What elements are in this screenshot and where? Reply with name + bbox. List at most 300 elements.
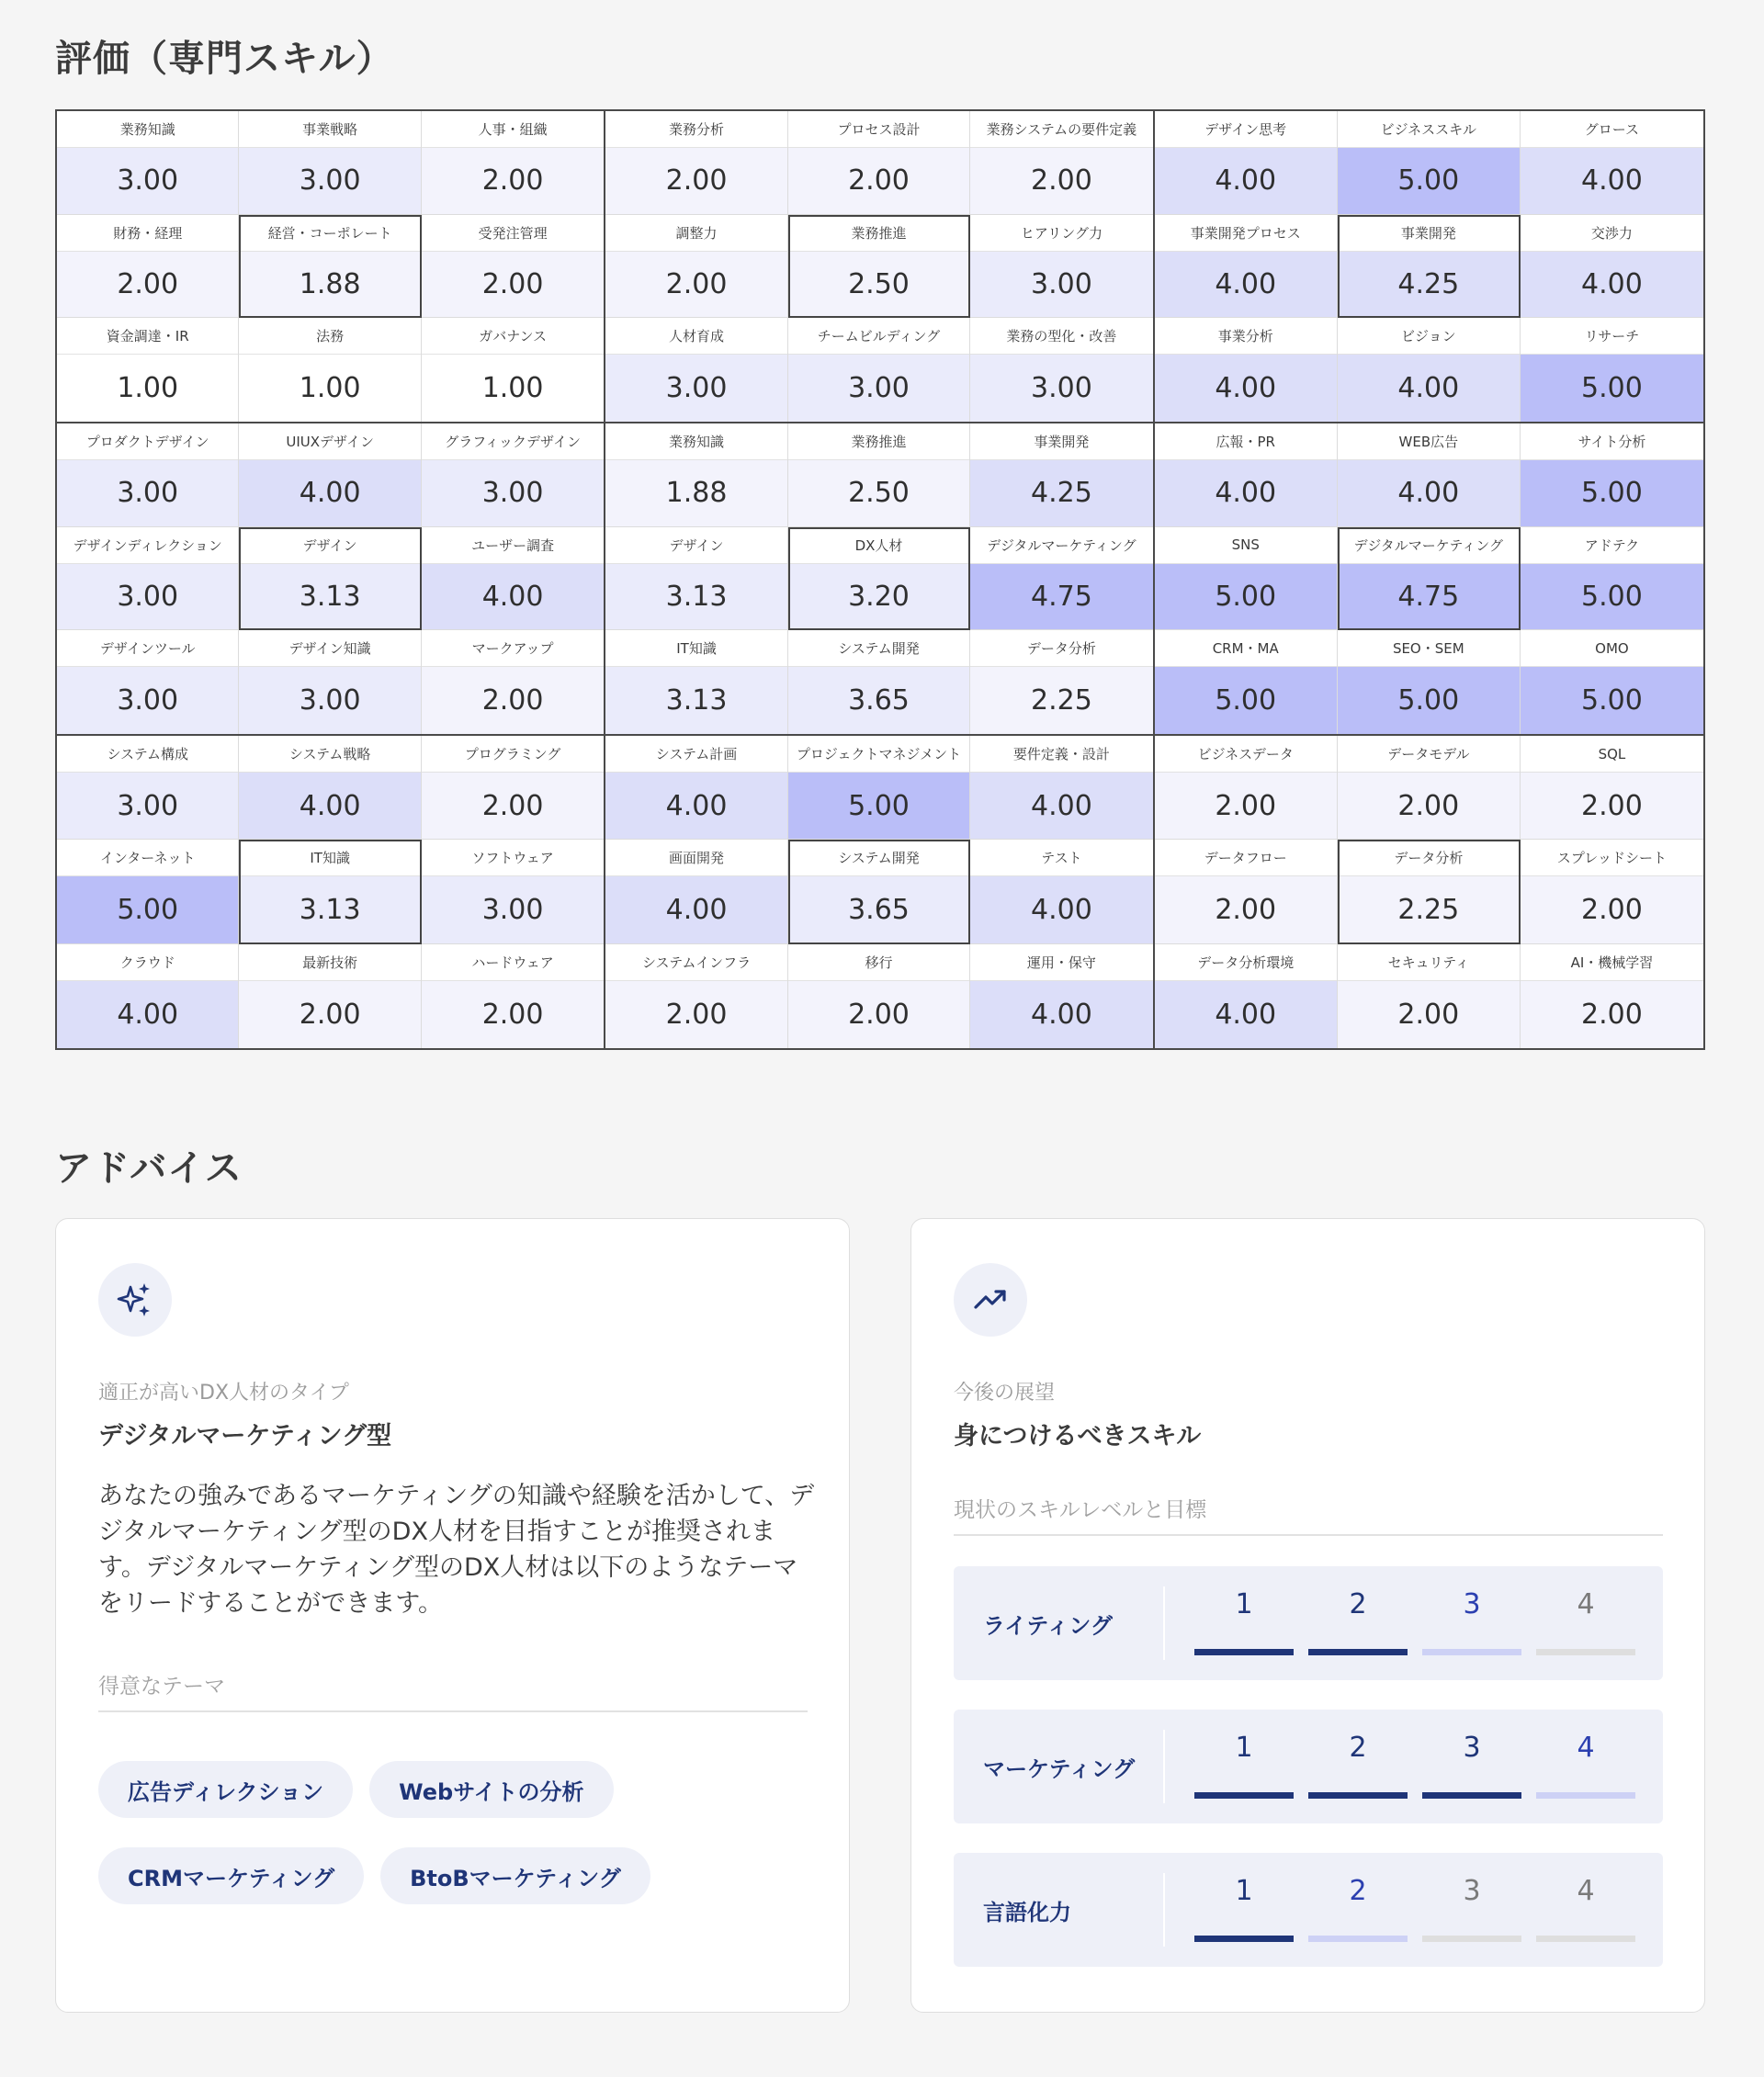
- level-bar: [1308, 1792, 1408, 1799]
- skill-cell: [1155, 630, 1338, 734]
- level-step: [1194, 1566, 1294, 1680]
- level-number: 1: [1235, 1875, 1253, 1907]
- skill-score: 2.00: [605, 981, 786, 1048]
- skill-matrix: [55, 109, 1705, 1050]
- skill-score: 5.00: [788, 773, 969, 839]
- skill-label: 事業開発: [970, 423, 1152, 460]
- skill-label: デザインツール: [57, 630, 238, 667]
- skill-label: IT知識: [605, 630, 786, 667]
- skill-score: 4.00: [970, 981, 1152, 1048]
- skill-score: 2.50: [788, 252, 969, 318]
- level-step: [1194, 1710, 1294, 1823]
- skill-label: データモデル: [1338, 736, 1520, 773]
- skill-label: 事業開発プロセス: [1155, 215, 1337, 252]
- skill-label: 事業開発: [1338, 215, 1520, 252]
- skill-score: 3.00: [788, 355, 969, 422]
- dx-type-subtitle: 適正が高いDX人材のタイプ: [98, 1382, 349, 1405]
- skill-score: 3.00: [57, 564, 238, 630]
- skill-score: 5.00: [1521, 667, 1703, 734]
- skill-block: [1155, 111, 1703, 423]
- theme-chip: Webサイトの分析: [369, 1761, 613, 1818]
- level-number: 1: [1235, 1732, 1253, 1764]
- sparkle-icon: [98, 1263, 172, 1337]
- skill-cell: [422, 318, 604, 422]
- dx-type-description: あなたの強みであるマーケティングの知識や経験を活かして、デジタルマーケティング型のDX人材を目指すことが推奨されます。デジタルマーケティング型のDX人材は以下のようなテーマをリードすることができます。: [98, 1482, 815, 1618]
- skill-cell: [57, 527, 239, 631]
- skill-score: 3.00: [970, 252, 1152, 318]
- skill-cell: [57, 630, 239, 734]
- skill-category-cell: [788, 527, 970, 631]
- skill-cell: [970, 111, 1152, 215]
- skill-cell: [239, 318, 421, 422]
- skill-label: アドテク: [1521, 527, 1703, 564]
- skill-label: システム計画: [605, 736, 786, 773]
- skill-cell: [422, 840, 604, 943]
- skill-score: 1.00: [239, 355, 420, 422]
- skill-label: WEB広告: [1338, 423, 1520, 460]
- skill-category-cell: [1338, 527, 1521, 631]
- skill-label: デザイン: [605, 527, 786, 564]
- skill-score: 5.00: [57, 876, 238, 943]
- skill-score: 4.00: [1521, 148, 1703, 214]
- skill-score: 4.00: [1338, 355, 1520, 422]
- skill-cell: [57, 736, 239, 840]
- skill-score: 3.13: [239, 876, 420, 943]
- skill-label: テスト: [970, 840, 1152, 876]
- skill-score: 4.00: [1338, 460, 1520, 526]
- skill-label: 画面開発: [605, 840, 786, 876]
- skill-cell: [239, 630, 421, 734]
- skill-score: 2.00: [1155, 773, 1337, 839]
- level-bar: [1194, 1792, 1294, 1799]
- skill-label: ビジネスデータ: [1155, 736, 1337, 773]
- skill-cell: [422, 944, 604, 1048]
- skill-cell: [605, 840, 787, 943]
- level-number: 2: [1349, 1588, 1367, 1620]
- skill-label: サイト分析: [1521, 423, 1703, 460]
- skill-label: プロセス設計: [788, 111, 969, 148]
- skill-score: 3.13: [239, 564, 420, 630]
- skill-label: ハードウェア: [422, 944, 604, 981]
- skill-score: 4.75: [1338, 564, 1520, 630]
- skill-label: 交渉力: [1521, 215, 1703, 252]
- skill-score: 4.00: [970, 773, 1152, 839]
- skill-label: システムインフラ: [605, 944, 786, 981]
- skill-label: システム開発: [788, 840, 969, 876]
- skill-label: デザイン: [239, 527, 420, 564]
- level-step: [1422, 1853, 1521, 1967]
- evaluation-title: 評価（専門スキル）: [55, 38, 394, 80]
- skill-cell: [1155, 840, 1338, 943]
- theme-chip: CRMマーケティング: [98, 1847, 364, 1904]
- skill-score: 3.00: [605, 355, 786, 422]
- level-step: [1308, 1710, 1408, 1823]
- skill-cell: [57, 840, 239, 943]
- skill-score: 3.00: [239, 667, 420, 734]
- skill-score: 2.00: [1155, 876, 1337, 943]
- skill-block: [1155, 423, 1703, 736]
- skill-cell: [422, 527, 604, 631]
- skill-score: 2.00: [605, 148, 786, 214]
- skill-level-divider: [1163, 1873, 1165, 1947]
- skill-cell: [605, 215, 787, 319]
- skill-level-name: マーケティング: [983, 1755, 1136, 1782]
- level-step: [1308, 1853, 1408, 1967]
- level-number: 3: [1463, 1875, 1481, 1907]
- skill-label: DX人材: [788, 527, 969, 564]
- skill-cell: [1155, 736, 1338, 840]
- skill-label: グロース: [1521, 111, 1703, 148]
- skill-label: 人事・組織: [422, 111, 604, 148]
- level-bar: [1536, 1649, 1635, 1655]
- skill-label: 業務知識: [605, 423, 786, 460]
- skill-cell: [605, 944, 787, 1048]
- skill-category-cell: [1338, 840, 1521, 943]
- skill-cell: [1338, 318, 1521, 422]
- skill-label: 財務・経理: [57, 215, 238, 252]
- skill-level-row: [954, 1853, 1663, 1967]
- skill-cell: [1521, 111, 1703, 215]
- skill-score: 4.25: [970, 460, 1152, 526]
- skill-score: 4.00: [1155, 148, 1337, 214]
- skill-label: プログラミング: [422, 736, 604, 773]
- skill-cell: [422, 215, 604, 319]
- trending-up-icon: [954, 1263, 1027, 1337]
- level-step: [1194, 1853, 1294, 1967]
- skill-label: SEO・SEM: [1338, 630, 1520, 667]
- skill-label: デザイン知識: [239, 630, 420, 667]
- skill-score: 4.00: [1155, 981, 1337, 1048]
- level-number: 2: [1349, 1875, 1367, 1907]
- skill-label: 事業分析: [1155, 318, 1337, 355]
- skill-label: ユーザー調査: [422, 527, 604, 564]
- level-step: [1536, 1853, 1635, 1967]
- skill-cell: [1338, 630, 1521, 734]
- skill-label: データ分析: [1338, 840, 1520, 876]
- skill-category-cell: [239, 215, 421, 319]
- skill-cell: [1521, 215, 1703, 319]
- skill-label: ソフトウェア: [422, 840, 604, 876]
- skill-label: システム構成: [57, 736, 238, 773]
- level-number: 3: [1463, 1732, 1481, 1764]
- skill-score: 2.00: [605, 252, 786, 318]
- skill-cell: [970, 944, 1152, 1048]
- skill-block: [605, 111, 1154, 423]
- skill-score: 2.00: [788, 148, 969, 214]
- skill-label: 調整力: [605, 215, 786, 252]
- skill-category-cell: [788, 215, 970, 319]
- skill-label: ビジョン: [1338, 318, 1520, 355]
- skill-score: 3.00: [422, 876, 604, 943]
- skill-score: 2.00: [788, 981, 969, 1048]
- skill-cell: [57, 215, 239, 319]
- future-skills-card: [910, 1218, 1705, 2013]
- skill-label: デザイン思考: [1155, 111, 1337, 148]
- skill-level-divider: [1163, 1730, 1165, 1803]
- skill-score: 4.00: [239, 460, 420, 526]
- level-steps: [1194, 1853, 1635, 1967]
- skill-score: 4.00: [605, 876, 786, 943]
- level-bar: [1308, 1936, 1408, 1942]
- skill-cell: [788, 630, 970, 734]
- skill-label: 移行: [788, 944, 969, 981]
- skill-score: 5.00: [1155, 564, 1337, 630]
- skill-cell: [422, 111, 604, 215]
- skill-block: [57, 111, 605, 423]
- skill-cell: [970, 423, 1152, 527]
- skill-label: データフロー: [1155, 840, 1337, 876]
- skill-score: 2.00: [422, 667, 604, 734]
- skill-score: 3.00: [970, 355, 1152, 422]
- skill-score: 4.75: [970, 564, 1152, 630]
- skill-cell: [605, 318, 787, 422]
- skill-score: 5.00: [1521, 564, 1703, 630]
- skill-label: 法務: [239, 318, 420, 355]
- skill-label: 業務推進: [788, 423, 969, 460]
- skill-category-cell: [239, 527, 421, 631]
- skill-cell: [1521, 944, 1703, 1048]
- skill-cell: [1338, 423, 1521, 527]
- skill-label: ヒアリング力: [970, 215, 1152, 252]
- skill-cell: [605, 527, 787, 631]
- skill-cell: [1155, 215, 1338, 319]
- skill-score: 4.00: [605, 773, 786, 839]
- level-bar: [1422, 1649, 1521, 1655]
- skill-score: 2.00: [1521, 773, 1703, 839]
- skill-score: 3.00: [239, 148, 420, 214]
- skill-label: 業務の型化・改善: [970, 318, 1152, 355]
- skill-score: 3.65: [788, 667, 969, 734]
- level-steps: [1194, 1566, 1635, 1680]
- skill-score: 4.00: [57, 981, 238, 1048]
- skill-level-row: [954, 1566, 1663, 1680]
- skill-cell: [788, 111, 970, 215]
- skill-label: 最新技術: [239, 944, 420, 981]
- skill-cell: [970, 736, 1152, 840]
- skill-score: 3.00: [57, 148, 238, 214]
- skill-label: 経営・コーポレート: [239, 215, 420, 252]
- skill-cell: [970, 840, 1152, 943]
- skill-cell: [1155, 318, 1338, 422]
- skill-label: 広報・PR: [1155, 423, 1337, 460]
- skill-label: プロダクトデザイン: [57, 423, 238, 460]
- skill-cell: [422, 423, 604, 527]
- skill-score: 2.00: [422, 981, 604, 1048]
- themes-label: 得意なテーマ: [98, 1669, 808, 1712]
- skill-score: 1.88: [239, 252, 420, 318]
- level-number: 3: [1463, 1588, 1481, 1620]
- skill-cell: [1521, 527, 1703, 631]
- skill-label: セキュリティ: [1338, 944, 1520, 981]
- skill-cell: [422, 630, 604, 734]
- skill-block: [57, 423, 605, 736]
- level-number: 4: [1577, 1875, 1595, 1907]
- level-bar: [1422, 1936, 1521, 1942]
- skill-cell: [605, 630, 787, 734]
- skill-score: 4.25: [1338, 252, 1520, 318]
- skill-label: OMO: [1521, 630, 1703, 667]
- skill-label: インターネット: [57, 840, 238, 876]
- level-number: 4: [1577, 1588, 1595, 1620]
- skill-label: 運用・保守: [970, 944, 1152, 981]
- skill-level-name: ライティング: [983, 1612, 1113, 1639]
- skill-score: 2.00: [239, 981, 420, 1048]
- skill-score: 3.13: [605, 667, 786, 734]
- skill-cell: [1155, 527, 1338, 631]
- skill-cell: [788, 318, 970, 422]
- skill-cell: [1155, 423, 1338, 527]
- skill-category-cell: [239, 840, 421, 943]
- skill-cell: [1521, 423, 1703, 527]
- skill-label: ガバナンス: [422, 318, 604, 355]
- skill-label: 資金調達・IR: [57, 318, 238, 355]
- skill-score: 2.00: [57, 252, 238, 318]
- skill-block: [57, 736, 605, 1048]
- skill-score: 4.00: [1155, 252, 1337, 318]
- skill-score: 2.00: [1338, 981, 1520, 1048]
- skill-cell: [1155, 111, 1338, 215]
- skill-cell: [605, 111, 787, 215]
- skill-cell: [788, 736, 970, 840]
- skill-score: 2.00: [422, 773, 604, 839]
- skill-label: 業務知識: [57, 111, 238, 148]
- skill-label: システム開発: [788, 630, 969, 667]
- skill-score: 2.00: [422, 148, 604, 214]
- skill-label: SNS: [1155, 527, 1337, 564]
- skill-label: 事業戦略: [239, 111, 420, 148]
- skill-cell: [239, 944, 421, 1048]
- level-step: [1536, 1566, 1635, 1680]
- skill-score: 5.00: [1521, 460, 1703, 526]
- skill-score: 5.00: [1338, 148, 1520, 214]
- skill-cell: [57, 111, 239, 215]
- skill-cell: [1521, 318, 1703, 422]
- skill-label: グラフィックデザイン: [422, 423, 604, 460]
- skill-score: 3.00: [57, 667, 238, 734]
- skill-cell: [605, 423, 787, 527]
- skill-score: 1.88: [605, 460, 786, 526]
- skill-score: 3.00: [57, 460, 238, 526]
- skill-label: 受発注管理: [422, 215, 604, 252]
- future-subtitle: 今後の展望: [954, 1382, 1056, 1405]
- skill-score: 2.00: [1521, 981, 1703, 1048]
- skill-label: スプレッドシート: [1521, 840, 1703, 876]
- skill-cell: [1338, 736, 1521, 840]
- skill-score: 1.00: [422, 355, 604, 422]
- skill-label: プロジェクトマネジメント: [788, 736, 969, 773]
- level-steps: [1194, 1710, 1635, 1823]
- skill-cell: [1521, 736, 1703, 840]
- skill-score: 4.00: [422, 564, 604, 630]
- level-bar: [1308, 1649, 1408, 1655]
- skill-level-label: 現状のスキルレベルと目標: [954, 1493, 1663, 1536]
- level-step: [1422, 1566, 1521, 1680]
- skill-label: 業務推進: [788, 215, 969, 252]
- theme-chip: BtoBマーケティング: [380, 1847, 650, 1904]
- skill-label: 業務分析: [605, 111, 786, 148]
- future-heading: 身につけるべきスキル: [954, 1422, 1202, 1451]
- skill-score: 2.25: [970, 667, 1152, 734]
- skill-label: CRM・MA: [1155, 630, 1337, 667]
- skill-label: データ分析環境: [1155, 944, 1337, 981]
- skill-label: 業務システムの要件定義: [970, 111, 1152, 148]
- skill-cell: [1521, 630, 1703, 734]
- skill-label: IT知識: [239, 840, 420, 876]
- skill-score: 2.00: [970, 148, 1152, 214]
- skill-cell: [788, 944, 970, 1048]
- skill-cell: [1521, 840, 1703, 943]
- level-step: [1308, 1566, 1408, 1680]
- theme-chip-list: [98, 1761, 815, 1904]
- skill-level-name: 言語化力: [983, 1899, 1071, 1925]
- skill-cell: [1155, 944, 1338, 1048]
- level-bar: [1536, 1936, 1635, 1942]
- skill-cell: [1338, 944, 1521, 1048]
- skill-label: ビジネススキル: [1338, 111, 1520, 148]
- level-bar: [1194, 1649, 1294, 1655]
- skill-block: [605, 423, 1154, 736]
- skill-cell: [57, 318, 239, 422]
- dx-type-heading: デジタルマーケティング型: [98, 1422, 392, 1451]
- level-number: 4: [1577, 1732, 1595, 1764]
- skill-cell: [57, 944, 239, 1048]
- skill-label: AI・機械学習: [1521, 944, 1703, 981]
- skill-score: 2.25: [1338, 876, 1520, 943]
- skill-score: 2.00: [422, 252, 604, 318]
- skill-cell: [239, 736, 421, 840]
- skill-score: 2.00: [1521, 876, 1703, 943]
- skill-label: デジタルマーケティング: [1338, 527, 1520, 564]
- skill-score: 4.00: [970, 876, 1152, 943]
- skill-cell: [970, 527, 1152, 631]
- skill-category-cell: [788, 840, 970, 943]
- skill-category-cell: [1338, 215, 1521, 319]
- skill-label: SQL: [1521, 736, 1703, 773]
- skill-cell: [422, 736, 604, 840]
- skill-cell: [605, 736, 787, 840]
- advice-title: アドバイス: [55, 1147, 243, 1190]
- level-number: 2: [1349, 1732, 1367, 1764]
- skill-cell: [788, 423, 970, 527]
- skill-score: 1.00: [57, 355, 238, 422]
- skill-label: リサーチ: [1521, 318, 1703, 355]
- skill-score: 4.00: [1521, 252, 1703, 318]
- skill-score: 3.13: [605, 564, 786, 630]
- level-bar: [1422, 1792, 1521, 1799]
- skill-label: 人材育成: [605, 318, 786, 355]
- theme-chip: 広告ディレクション: [98, 1761, 353, 1818]
- skill-cell: [1338, 111, 1521, 215]
- skill-label: システム戦略: [239, 736, 420, 773]
- skill-score: 5.00: [1521, 355, 1703, 422]
- dx-type-card: [55, 1218, 850, 2013]
- skill-cell: [970, 630, 1152, 734]
- skill-score: 2.50: [788, 460, 969, 526]
- skill-score: 3.00: [422, 460, 604, 526]
- skill-score: 5.00: [1338, 667, 1520, 734]
- skill-score: 4.00: [1155, 460, 1337, 526]
- skill-score: 3.65: [788, 876, 969, 943]
- skill-score: 3.00: [57, 773, 238, 839]
- level-bar: [1194, 1936, 1294, 1942]
- skill-score: 5.00: [1155, 667, 1337, 734]
- skill-cell: [239, 423, 421, 527]
- skill-cell: [239, 111, 421, 215]
- skill-label: UIUXデザイン: [239, 423, 420, 460]
- skill-block: [1155, 736, 1703, 1048]
- skill-label: データ分析: [970, 630, 1152, 667]
- skill-label: チームビルディング: [788, 318, 969, 355]
